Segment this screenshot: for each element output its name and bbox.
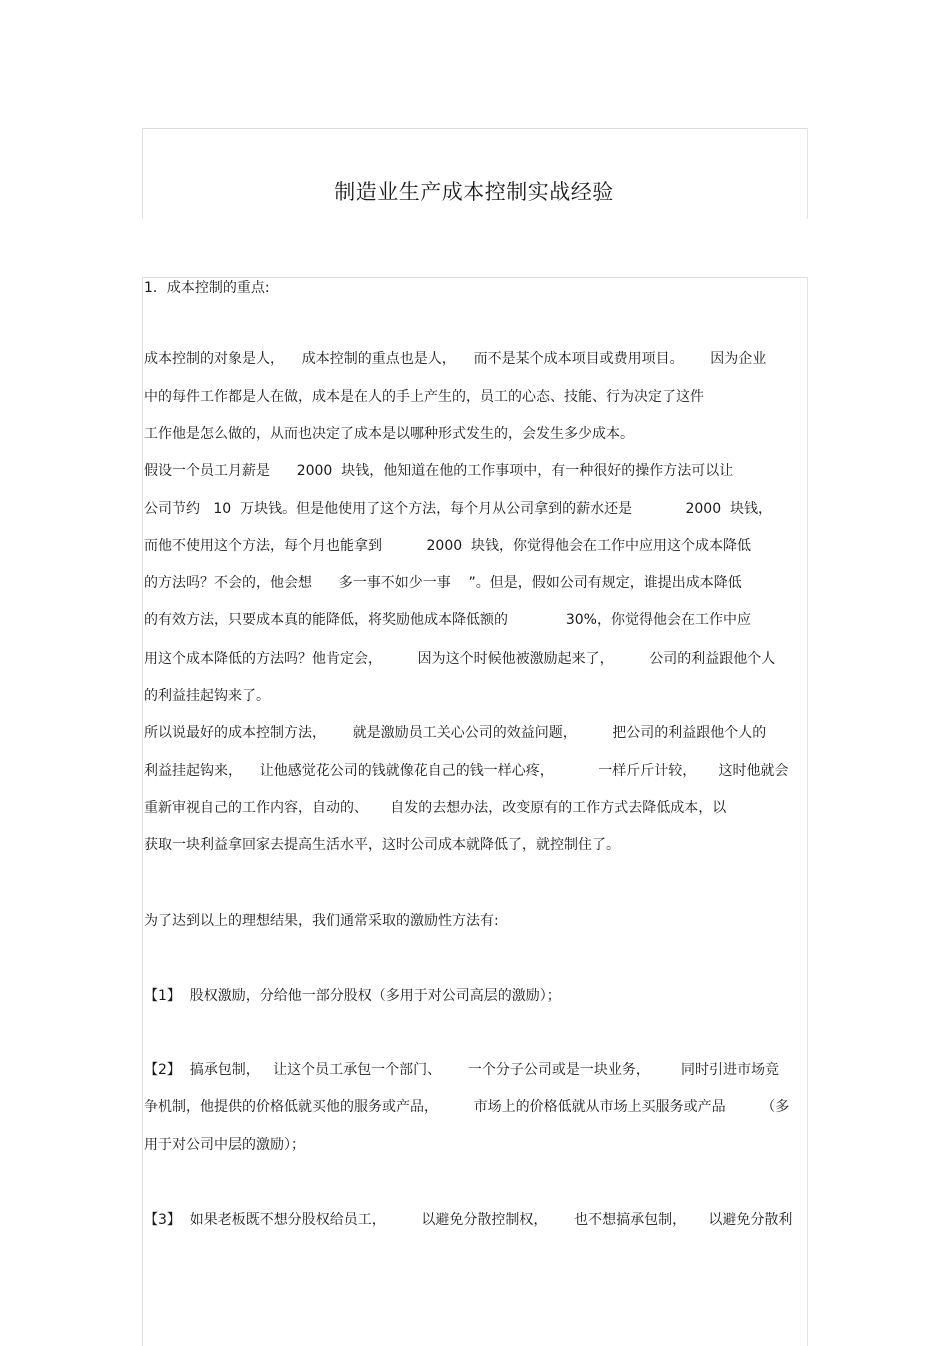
section-heading: 1．成本控制的重点: xyxy=(144,280,270,296)
paragraph-line: 的方法吗？不会的，他会想 多一事不如少一事 ”。但是，假如公司有规定，谁提出成本降低 xyxy=(144,575,742,591)
paragraph-line: 假设一个员工月薪是 2000 块钱，他知道在他的工作事项中，有一种很好的操作方法可以让 xyxy=(144,463,734,479)
paragraph-line: 公司节约 10 万块钱。但是他使用了这个方法，每个月从公司拿到的薪水还是 2000 块钱， xyxy=(144,501,772,517)
list-item: 【1】 股权激励，分给他一部分股权（多用于对公司高层的激励）； xyxy=(144,988,561,1004)
list-item-continuation: 争机制，他提供的价格低就买他的服务或产品， 市场上的价格低就从市场上买服务或产品 （多 xyxy=(144,1099,790,1115)
paragraph-line: 工作他是怎么做的，从而也决定了成本是以哪种形式发生的，会发生多少成本。 xyxy=(144,426,634,442)
paragraph-line: 的有效方法，只要成本真的能降低，将奖励他成本降低额的 30%，你觉得他会在工作中应 xyxy=(144,612,751,628)
list-item-continuation: 用于对公司中层的激励）； xyxy=(144,1137,305,1153)
paragraph-line: 中的每件工作都是人在做，成本是在人的手上产生的，员工的心态、技能、行为决定了这件 xyxy=(144,389,704,405)
paragraph-line: 而他不使用这个方法，每个月也能拿到 2000 块钱，你觉得他会在工作中应用这个成本降低 xyxy=(144,538,752,554)
list-item: 【3】 如果老板既不想分股权给员工， 以避免分散控制权， 也不想搞承包制， 以避免分散利 xyxy=(144,1212,793,1228)
paragraph-line: 利益挂起钩来， 让他感觉花公司的钱就像花自己的钱一样心疼， 一样斤斤计较， 这时他就会 xyxy=(144,763,789,779)
paragraph-line: 获取一块利益拿回家去提高生活水平，这时公司成本就降低了，就控制住了。 xyxy=(144,837,620,853)
paragraph-line: 成本控制的对象是人， 成本控制的重点也是人， 而不是某个成本项目或费用项目。 因为企业 xyxy=(144,351,767,367)
paragraph-line: 重新审视自己的工作内容，自动的、 自发的去想办法，改变原有的工作方式去降低成本，以 xyxy=(144,800,727,816)
document-title: 制造业生产成本控制实战经验 xyxy=(334,180,614,204)
paragraph-line: 所以说最好的成本控制方法， 就是激励员工关心公司的效益问题， 把公司的利益跟他个人的 xyxy=(144,725,767,741)
paragraph-line: 为了达到以上的理想结果，我们通常采取的激励性方法有: xyxy=(144,913,499,929)
paragraph-line: 的利益挂起钩来了。 xyxy=(144,688,270,704)
paragraph-line: 用这个成本降低的方法吗？他肯定会， 因为这个时候他被激励起来了， 公司的利益跟他个人 xyxy=(144,651,776,667)
list-item: 【2】 搞承包制， 让这个员工承包一个部门、 一个分子公司或是一块业务， 同时引进市场竞 xyxy=(144,1062,780,1078)
